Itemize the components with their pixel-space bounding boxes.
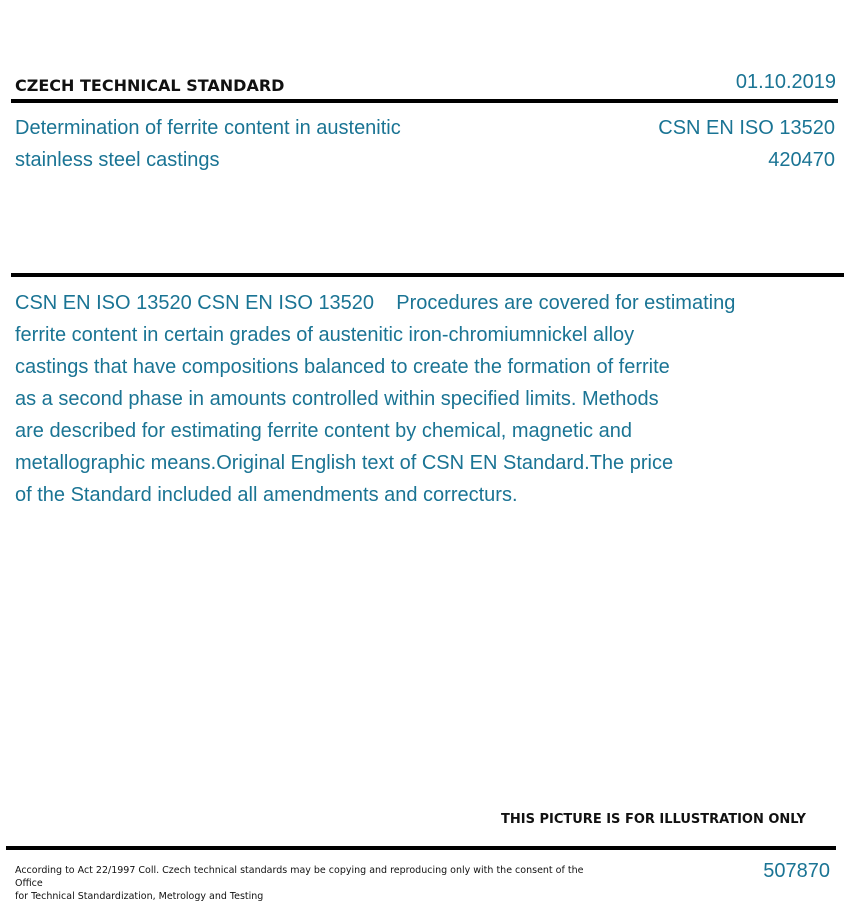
abstract-line: CSN EN ISO 13520 CSN EN ISO 13520 Procedures are covered for estimating [15,292,736,314]
publication-date: 01.10.2019 [735,71,836,93]
standard-title [15,112,475,176]
standard-code: CSN EN ISO 13520 [658,117,835,139]
catalog-number: 507870 [763,860,830,882]
class-number: 420470 [768,149,835,171]
abstract-line: ferrite content in certain grades of austenitic iron-chromiumnickel alloy [15,324,635,346]
standard-title-line: Determination of ferrite content in austenitic [15,117,401,139]
abstract-line: of the Standard included all amendments and correcturs. [15,484,518,506]
abstract-line: metallographic means.Original English text of CSN EN Standard.The price [15,452,674,474]
legal-notice-line: According to Act 22/1997 Coll. Czech technical standards may be copying and reproducing only with the consent of the Office [15,865,584,889]
abstract-line: as a second phase in amounts controlled within specified limits. Methods [15,388,659,410]
title-divider [11,273,844,277]
legal-notice [15,864,595,903]
document-header-label: CZECH TECHNICAL STANDARD [15,76,285,95]
standard-title-line: stainless steel castings [15,149,220,171]
abstract-line: castings that have compositions balanced to create the formation of ferrite [15,356,670,378]
illustration-notice: THIS PICTURE IS FOR ILLUSTRATION ONLY [501,812,806,827]
abstract-text [15,287,805,511]
legal-notice-line: for Technical Standardization, Metrology and Testing [15,891,264,902]
footer-divider [6,846,836,850]
abstract-line: are described for estimating ferrite content by chemical, magnetic and [15,420,632,442]
header-divider [11,99,838,103]
standard-identifiers [658,112,835,176]
